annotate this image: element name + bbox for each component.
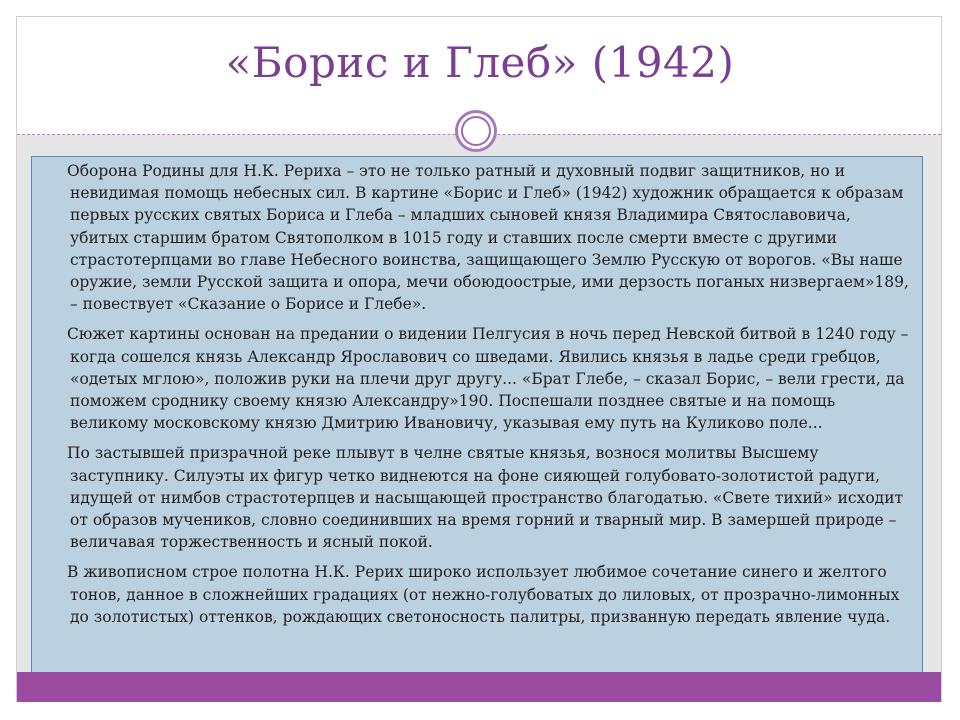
divider-ring-ornament <box>455 110 497 152</box>
content-text-box <box>31 156 923 674</box>
paragraph-3: По застывшей призрачной реке плывут в челне святые князья, вознося молитвы Высшему заступнику. Силуэты их фигур четко виднеются на фоне сияющей голубовато-золотистой радуги, идущей от нимбов страстотерпцев и насыщающей пространство благодатью. «Свете тихий» исходит от образов мучеников, словно соединивших на время горний и тварный мир. В замершей природе – величавая торжественность и ясный покой. <box>67 444 904 552</box>
paragraph-2: Сюжет картины основан на предании о видении Пелгусия в ночь перед Невской битвой в 1240 году – когда сошелся князь Александр Ярославович со шведами. Явились князья в ладье среди гребцов, «одетых мглою», положив руки на плечи друг другу... «Брат Глебе, – сказал Борис, – вели грести, да поможем сроднику своему князю Александру»190. Поспешали позднее святые и на помощь великому московскому князю Дмитрию Ивановичу, указывая ему путь на Куликово поле... <box>67 325 909 433</box>
bottom-accent-bar <box>17 672 941 702</box>
paragraph-1: Оборона Родины для Н.К. Рериха – это не только ратный и духовный подвиг защитников, но и невидимая помощь небесных сил. В картине «Борис и Глеб» (1942) художник обращается к образам первых русских святых Бориса и Глеба – младших сыновей князя Владимира Святославовича, убитых старшим братом Святополком в 1015 году и ставших после смерти вместе с другими страстотерпцами во главе Небесного воинства, защищающего Землю Русскую от ворогов. «Вы наше оружие, земли Русской защита и опора, мечи обоюдоострые, ими дерзость поганых низвергаем»189, – повествует «Сказание о Борисе и Глебе». <box>67 162 909 314</box>
slide-title: «Борис и Глеб» (1942) <box>225 38 735 87</box>
paragraph-4: В живописном строе полотна Н.К. Рерих широко использует любимое сочетание синего и желтого тонов, данное в сложнейших градациях (от нежно-голубоватых до лиловых, от прозрачно-лимонных до золотистых) оттенков, рождающих светоносность палитры, призванную передать явление чуда. <box>67 563 900 626</box>
